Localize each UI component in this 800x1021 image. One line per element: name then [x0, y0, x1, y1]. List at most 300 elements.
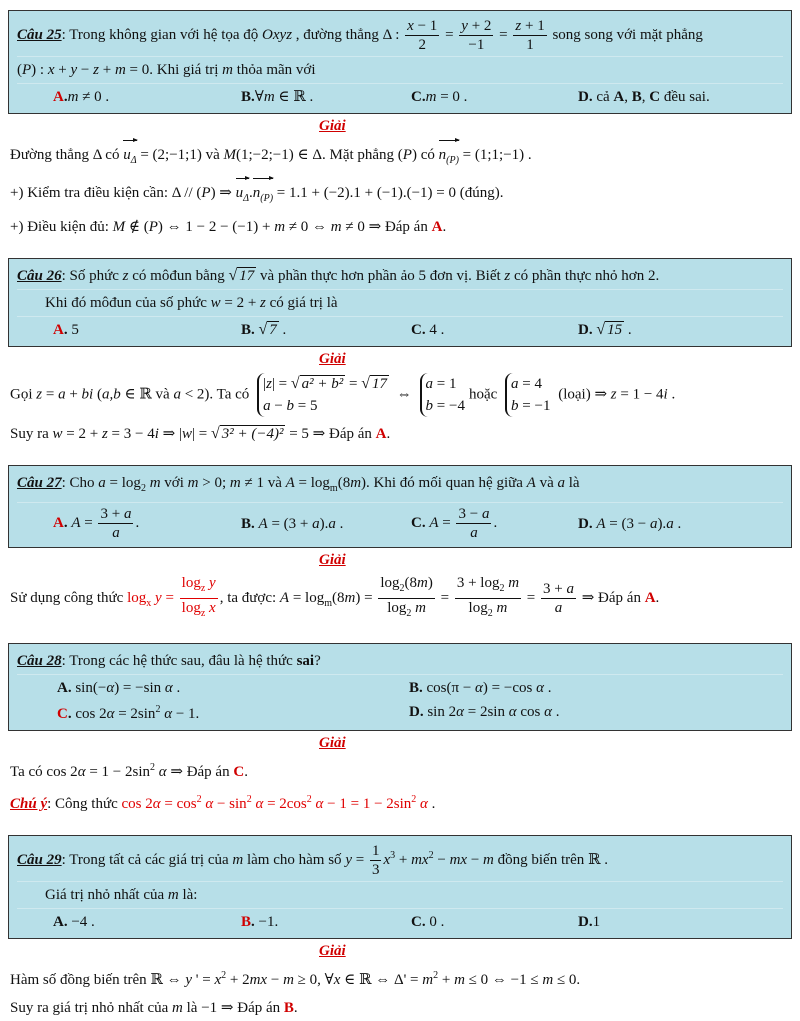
text-run: ∈ ℝ . — [274, 89, 314, 105]
text-run: Hàm số đồng biến trên ℝ ⇔ — [10, 972, 186, 988]
text-run: = −4 — [433, 398, 465, 414]
math-variable: α — [456, 704, 464, 720]
option-dot: . — [67, 706, 72, 722]
text-run: ≥ 0, ∀ — [293, 972, 334, 988]
text-run: = log — [105, 475, 141, 491]
text-run: = — [523, 589, 540, 606]
vector-subscript: (P) — [446, 155, 459, 166]
denominator — [459, 36, 493, 54]
fraction — [180, 574, 218, 623]
spacer — [8, 447, 792, 465]
answer-options — [17, 909, 783, 935]
numerator — [455, 574, 521, 599]
math-variable: m — [263, 89, 275, 105]
text-run: . — [172, 680, 181, 696]
radicand: a² + b² — [301, 376, 344, 392]
system-row — [263, 395, 389, 417]
math-variable: a — [481, 506, 490, 522]
system-row — [511, 373, 550, 395]
text-run: . — [624, 322, 632, 338]
denominator — [378, 599, 435, 623]
answer-option-c[interactable] — [411, 319, 578, 341]
answer-options — [17, 84, 783, 110]
answer-option-b[interactable] — [241, 911, 411, 933]
option-letter: C — [411, 322, 422, 338]
text-run: . — [386, 426, 391, 442]
math-variable: α — [152, 796, 161, 812]
text-run: 4 . — [425, 322, 445, 338]
square-root — [211, 426, 286, 442]
answer-option-b[interactable] — [241, 513, 411, 535]
math-variable: A — [71, 514, 81, 531]
math-variable: i — [154, 426, 159, 442]
text-run: 0 . — [425, 914, 445, 930]
math-variable: b — [425, 398, 434, 414]
text-run: : Công thức — [47, 796, 122, 812]
denominator — [405, 36, 439, 54]
math-variable: m — [417, 575, 428, 591]
question-text-line — [17, 882, 783, 909]
math-variable: α — [205, 796, 214, 812]
text-run: = — [441, 26, 458, 43]
question-text-line — [17, 57, 783, 84]
answer-option-a[interactable] — [53, 86, 241, 108]
answer-option-b[interactable] — [241, 319, 411, 341]
text-run: ≠ 0 ⇒ Đáp án — [341, 219, 432, 235]
text-run: + 2 — [467, 18, 492, 34]
text-run: = 1 − 4 — [616, 386, 664, 403]
math-variable: m — [422, 972, 434, 988]
vector — [253, 178, 273, 210]
math-variable: mx — [249, 972, 268, 988]
denominator — [180, 599, 218, 623]
math-variable: A — [526, 475, 536, 491]
text-run: ) : — [31, 62, 48, 78]
question-label: Câu 27 — [17, 475, 62, 491]
text-run: ≤ 0 ⇔ −1 ≤ — [464, 972, 543, 988]
math-variable: m — [283, 972, 294, 988]
text-run: = 1 − 2sin — [85, 764, 150, 780]
vector-name: n — [438, 147, 447, 163]
bold-text: A — [613, 89, 625, 105]
text-run: > 0; — [198, 475, 230, 491]
math-variable: α — [164, 706, 173, 722]
vector-arrow-icon — [236, 178, 249, 179]
math-variable: b — [286, 398, 295, 414]
radical-sign: √ — [258, 321, 268, 338]
vector-name: u — [235, 185, 244, 201]
answer-options — [17, 317, 783, 343]
denominator — [456, 524, 491, 542]
solution-line — [8, 174, 792, 212]
radical-sign: √ — [290, 375, 300, 392]
text-run: : Trong không gian với hệ tọa độ — [61, 26, 263, 43]
text-run: − 1 — [413, 18, 438, 34]
math-variable: y — [185, 972, 193, 988]
answer-option-c[interactable] — [411, 505, 578, 542]
option-dot: . — [63, 322, 68, 338]
option-dot: . — [63, 514, 68, 531]
text-run: = log — [289, 589, 325, 606]
math-variable: a — [470, 525, 478, 541]
subscript: 2 — [499, 583, 505, 594]
math-variable: i — [663, 386, 668, 403]
text-run: −1 — [468, 37, 485, 53]
text-run: | = — [271, 376, 291, 392]
answer-option-c[interactable] — [57, 699, 409, 725]
text-run: : Số phức — [61, 268, 123, 284]
question-text-line — [17, 648, 783, 675]
math-variable: a — [666, 515, 674, 532]
text-run: ). Khi đó mối quan hệ giữa — [361, 475, 527, 491]
math-variable: z — [504, 268, 511, 284]
text-run: + — [54, 62, 71, 78]
math-variable: x — [209, 600, 216, 616]
text-run: log — [181, 575, 201, 591]
answer-option-c[interactable] — [411, 911, 578, 933]
option-dot: . — [63, 914, 68, 930]
option-letter: C — [57, 706, 68, 722]
answer-letter: C — [233, 764, 245, 780]
text-run: , ta được: — [219, 589, 280, 606]
text-run: log — [380, 575, 400, 591]
question-box — [8, 10, 792, 114]
solution-line — [8, 369, 792, 419]
option-letter: C — [411, 914, 422, 930]
option-letter: A — [53, 89, 64, 105]
answer-option-b[interactable] — [409, 677, 783, 699]
text-run: = 2 + — [220, 295, 261, 311]
text-run: ) — [427, 575, 433, 591]
question-text-line — [17, 15, 783, 57]
option-letter: A — [57, 680, 68, 696]
text-run: Đường thẳng Δ có — [10, 147, 124, 163]
question-text-line — [17, 290, 783, 317]
option-letter: D — [578, 515, 589, 532]
note-label: Chú ý — [10, 796, 48, 812]
question-box — [8, 835, 792, 939]
vector — [439, 140, 459, 172]
math-variable: x — [383, 851, 391, 868]
text-run: = 2sin — [114, 706, 156, 722]
text-run: + 2 — [226, 972, 250, 988]
fraction — [459, 17, 493, 54]
text-run: 2 — [418, 37, 426, 53]
text-run: ? — [314, 653, 321, 669]
answer-option-a[interactable] — [57, 677, 409, 699]
vector-arrow-icon — [439, 140, 459, 141]
option-dot: . — [63, 89, 68, 105]
fraction — [455, 574, 521, 623]
math-variable: α — [475, 680, 483, 696]
text-run: log — [387, 600, 407, 616]
question-box — [8, 643, 792, 731]
answer-option-d[interactable] — [578, 513, 783, 535]
text-run: . — [493, 514, 498, 531]
math-variable: α — [255, 796, 264, 812]
text-run: + 1 — [521, 18, 545, 34]
option-letter: D — [409, 704, 420, 720]
system-row — [263, 373, 389, 395]
text-run: 5 — [67, 322, 79, 338]
superscript: 2 — [155, 704, 161, 715]
text-run: . — [249, 185, 253, 201]
text-run: = (3 − — [605, 515, 650, 532]
option-letter: C — [411, 89, 422, 105]
question-label: Câu 29 — [17, 851, 62, 868]
math-variable: m — [330, 219, 342, 235]
text-run: (8 — [332, 589, 345, 606]
question-box — [8, 465, 792, 548]
text-run: . — [655, 589, 660, 606]
numerator — [180, 574, 218, 599]
text-run: + — [438, 972, 455, 988]
text-run: . — [543, 680, 552, 696]
spacer — [8, 625, 792, 643]
math-variable: a — [263, 398, 271, 414]
text-run: hoặc — [468, 386, 502, 403]
text-run: < 2). Ta có — [180, 386, 254, 403]
subscript: x — [146, 597, 152, 609]
text-run: 3 + — [543, 581, 567, 597]
text-run: +) Điều kiện đủ: — [10, 219, 113, 235]
option-dot: . — [588, 515, 593, 532]
superscript: 2 — [150, 762, 155, 773]
math-variable: y — [155, 589, 162, 606]
text-run: − 1. — [172, 706, 200, 722]
text-run: ⇔ — [393, 386, 416, 403]
math-variable: M — [223, 147, 236, 163]
red-formula — [127, 575, 220, 619]
text-run: có phần thực nhỏ hơn 2. — [510, 268, 660, 284]
option-dot: . — [421, 322, 426, 338]
superscript: 2 — [433, 970, 439, 981]
option-dot: . — [421, 914, 426, 930]
text-run: ) = — [355, 589, 377, 606]
text-run: , đường thẳng Δ : — [292, 26, 404, 43]
bold-text: C — [649, 89, 661, 105]
radical-sign: √ — [228, 267, 238, 284]
text-run: 3 + — [100, 506, 124, 522]
math-variable: A — [596, 515, 606, 532]
math-variable: a — [112, 525, 120, 541]
text-run: . — [278, 322, 287, 338]
answer-option-b[interactable] — [241, 86, 411, 108]
text-run: đồng biến trên ℝ . — [493, 851, 608, 868]
denominator — [541, 599, 576, 617]
text-run: ' = — [192, 972, 215, 988]
answer-option-d[interactable] — [578, 86, 783, 108]
text-run: −1. — [254, 914, 279, 930]
question-label: Câu 25 — [17, 26, 62, 43]
text-run: (1;−2;−1) ∈ Δ. Mặt phẳng ( — [235, 147, 403, 163]
text-run: . — [551, 704, 560, 720]
text-run: 3 + log — [456, 575, 500, 591]
math-variable: A — [285, 475, 295, 491]
solution-heading: Giải — [319, 735, 346, 751]
math-variable: a — [123, 506, 132, 522]
text-run: . — [667, 386, 676, 403]
option-letter: B — [409, 680, 420, 696]
option-dot: . — [421, 89, 426, 105]
text-run: = — [345, 376, 362, 392]
question-label: Câu 26 — [17, 268, 62, 284]
fraction — [456, 505, 491, 542]
text-run: = 2 + — [62, 426, 102, 442]
text-run: ( — [17, 62, 22, 78]
math-variable: z — [515, 18, 522, 34]
math-variable: a — [312, 515, 320, 532]
square-root — [229, 268, 257, 284]
math-variable: α — [164, 680, 173, 696]
text-run: = log — [294, 475, 330, 491]
text-run: Suy ra giá trị nhỏ nhất của — [10, 1000, 173, 1016]
answer-option-d[interactable] — [578, 319, 783, 341]
superscript: 3 — [390, 849, 396, 861]
math-variable: x — [214, 972, 222, 988]
text-run: cos(π − — [422, 680, 476, 696]
math-variable: α — [77, 764, 86, 780]
vector — [236, 178, 249, 210]
math-variable: m — [425, 89, 437, 105]
fraction — [378, 574, 435, 623]
denominator — [98, 524, 133, 542]
numerator — [378, 574, 435, 599]
fraction — [370, 842, 382, 879]
math-variable: m — [114, 62, 126, 78]
math-variable: m — [67, 89, 79, 105]
vector-subscript: Δ — [130, 155, 137, 166]
text-run: Khi đó môđun của số phức — [45, 295, 211, 311]
text-run: (8 — [404, 575, 417, 591]
text-run: = — [161, 589, 178, 606]
text-run: −4 . — [67, 914, 95, 930]
answer-options — [17, 675, 783, 727]
math-variable: A — [279, 589, 290, 606]
text-run: ≠ 1 và — [240, 475, 286, 491]
equation-system — [420, 373, 465, 417]
fraction — [513, 17, 546, 54]
spacer — [8, 240, 792, 258]
vector-arrow-icon — [253, 178, 273, 179]
text-run: cos 2 — [71, 706, 107, 722]
text-run: + — [98, 62, 115, 78]
text-run: = — [351, 851, 368, 868]
text-run: (loại) ⇒ — [554, 386, 611, 403]
text-run: là −1 ⇒ Đáp án — [182, 1000, 284, 1016]
system-row — [426, 395, 465, 417]
math-variable: b — [511, 398, 519, 414]
option-letter: C — [411, 514, 422, 531]
text-run: = — [80, 514, 97, 531]
text-run: ⇒ | — [158, 426, 182, 442]
text-run: thỏa mãn với — [233, 62, 316, 78]
question-label: Câu 28 — [17, 653, 62, 669]
math-variable: m — [344, 589, 356, 606]
solution-heading: Giải — [319, 552, 346, 568]
text-run: đều sai. — [660, 89, 710, 105]
math-variable: α — [106, 680, 115, 696]
denominator — [455, 599, 521, 623]
subscript: m — [329, 483, 338, 494]
math-variable: a,b — [101, 386, 121, 403]
option-dot: . — [421, 514, 426, 531]
math-variable: a — [557, 475, 565, 491]
answer-option-d[interactable] — [578, 911, 783, 933]
math-variable: α — [158, 764, 167, 780]
text-run: ) = −sin — [114, 680, 165, 696]
math-variable: m — [274, 219, 286, 235]
solution-heading: Giải — [319, 943, 346, 959]
text-run: = 4 — [518, 376, 543, 392]
numerator — [405, 17, 439, 36]
radical-sign: √ — [210, 425, 220, 442]
math-variable: α — [544, 704, 552, 720]
text-run: Sử dụng công thức — [10, 589, 128, 606]
option-letter: A — [53, 322, 64, 338]
answer-option-a[interactable] — [53, 505, 241, 542]
text-run: = (2;−1;1) và — [136, 147, 224, 163]
text-run: = 3 − 4 — [107, 426, 155, 442]
text-run: − — [433, 851, 450, 868]
square-root — [361, 376, 389, 392]
option-letter: D — [578, 914, 589, 930]
answer-option-d[interactable] — [409, 701, 783, 723]
answer-option-a[interactable] — [53, 319, 241, 341]
text-run: : Trong tất cả các giá trị của — [61, 851, 233, 868]
bold-text: B — [631, 89, 642, 105]
text-run: ) ⇔ 1 − 2 − (−1) + — [157, 219, 275, 235]
red-formula — [122, 796, 428, 812]
text-run: cả — [592, 89, 614, 105]
math-variable: a — [425, 376, 434, 392]
radicand: 17 — [239, 268, 255, 284]
math-variable: mx — [449, 851, 468, 868]
numerator — [456, 505, 491, 524]
numerator — [98, 505, 133, 524]
math-variable: x — [407, 18, 414, 34]
text-run: Ta có cos 2 — [10, 764, 78, 780]
math-variable: z — [610, 386, 617, 403]
text-run: . — [442, 219, 447, 235]
option-letter: B — [241, 322, 252, 338]
math-variable: a — [511, 376, 519, 392]
math-variable: a — [328, 515, 336, 532]
answer-option-a[interactable] — [53, 911, 241, 933]
math-variable: z — [101, 426, 108, 442]
math-variable: w — [181, 426, 192, 442]
math-variable: a — [98, 475, 106, 491]
answer-option-c[interactable] — [411, 86, 578, 108]
math-variable: P — [22, 62, 32, 78]
text-run: và — [535, 475, 558, 491]
text-run: log — [181, 600, 201, 616]
text-run: là: — [178, 887, 198, 903]
text-run: ). — [657, 515, 667, 532]
math-variable: α — [536, 680, 544, 696]
text-run: ∈ ℝ và — [120, 386, 174, 403]
math-variable: A — [429, 514, 439, 531]
text-run: với — [160, 475, 188, 491]
text-run: : Cho — [61, 475, 99, 491]
math-variable: m — [508, 575, 520, 591]
math-variable: a — [566, 581, 574, 597]
text-run: và phần thực hơn phần ảo 5 đơn vị. Biết — [256, 268, 505, 284]
vector-arrow-icon — [123, 140, 136, 141]
option-dot: . — [251, 914, 255, 930]
vector — [123, 140, 136, 172]
text-run: − — [467, 851, 484, 868]
